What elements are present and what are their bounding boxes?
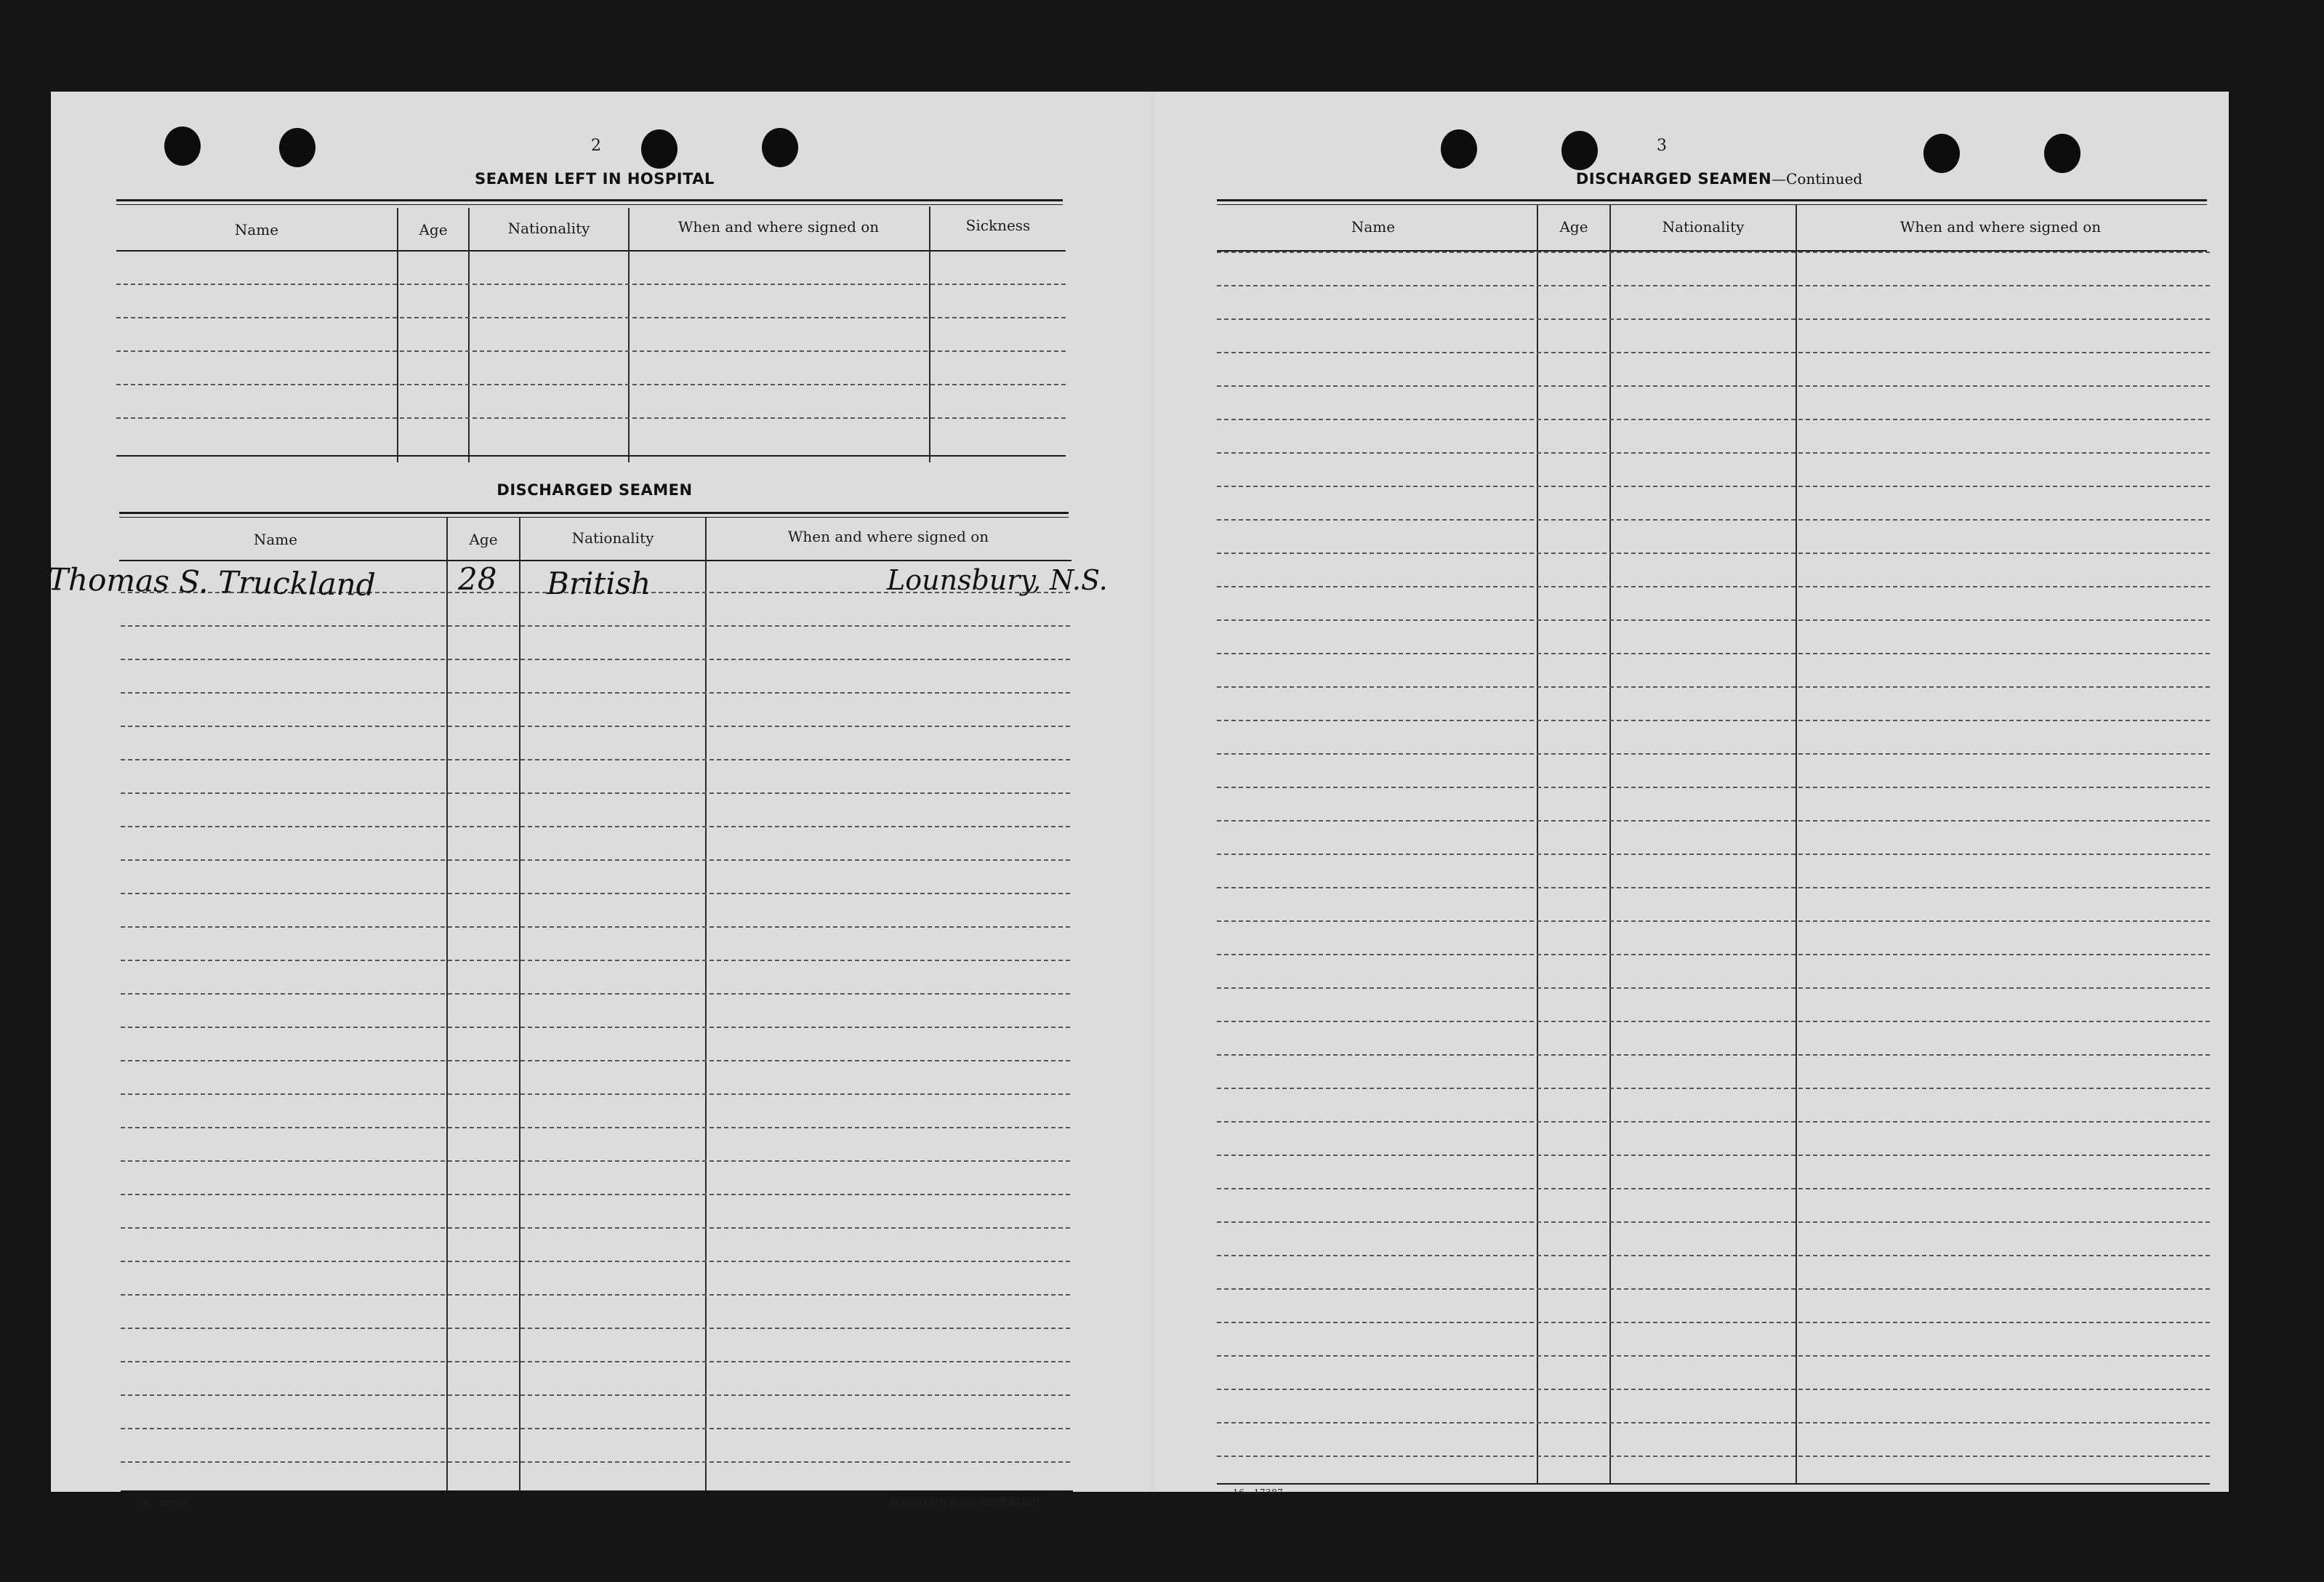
hospital-header-rule	[116, 250, 1066, 252]
ruled-row-line	[1217, 1322, 2210, 1323]
discharged-header-rule	[119, 560, 1071, 561]
ruled-row-line	[1217, 1021, 2210, 1022]
ruled-row-line	[121, 960, 1070, 961]
ruled-row-line	[1217, 1422, 2210, 1424]
form-code-left: 16—17387	[138, 1499, 189, 1509]
discharged-col-name: Name	[253, 531, 298, 548]
ruled-row-line	[121, 759, 1070, 760]
hospital-col-divider	[468, 208, 470, 462]
discharged-col-divider	[705, 518, 707, 1492]
discharged-table-top-rule	[119, 512, 1069, 518]
discharged-section-title: DISCHARGED SEAMEN	[496, 481, 693, 499]
ruled-row-line	[121, 1027, 1070, 1028]
punch-hole	[641, 129, 678, 169]
ruled-row-line	[1217, 285, 2210, 286]
ruled-row-line	[121, 1093, 1070, 1095]
entry-age: 28	[458, 561, 497, 597]
hospital-col-age: Age	[419, 221, 448, 238]
right-col-divider	[1609, 205, 1611, 1483]
hospital-col-name: Name	[234, 221, 279, 238]
punch-hole	[1923, 134, 1960, 173]
ruled-row-line	[1217, 787, 2210, 788]
ruled-row-line	[121, 1194, 1070, 1195]
ruled-row-line	[1217, 686, 2210, 688]
ruled-row-line	[1217, 1054, 2210, 1056]
hospital-row-line	[116, 350, 1066, 352]
ruled-row-line	[121, 926, 1070, 928]
ruled-row-line	[1217, 318, 2210, 320]
ruled-row-line	[121, 692, 1070, 694]
ruled-row-line	[121, 826, 1070, 827]
right-col-divider	[1796, 205, 1797, 1483]
ruled-row-line	[1217, 854, 2210, 855]
ruled-row-line	[1217, 519, 2210, 521]
ruled-row-line	[121, 792, 1070, 794]
ruled-row-line	[1217, 252, 2210, 253]
ruled-row-line	[1217, 385, 2210, 387]
ruled-row-line	[121, 1328, 1070, 1329]
ruled-row-line	[1217, 419, 2210, 420]
right-col-signed-on: When and where signed on	[1899, 218, 2102, 236]
ruled-row-line	[1217, 352, 2210, 353]
discharged-col-nationality: Nationality	[571, 529, 654, 547]
right-section-title	[1214, 170, 2224, 188]
ruled-row-line	[1217, 486, 2210, 487]
ruled-row-line	[121, 1394, 1070, 1396]
ruled-row-line	[121, 726, 1070, 727]
hospital-row-line	[116, 384, 1066, 385]
ruled-row-line	[1217, 1455, 2210, 1457]
ruled-row-line	[121, 1294, 1070, 1296]
ruled-row-line	[1217, 1188, 2210, 1189]
right-section-title-suffix: —Continued	[1772, 170, 1863, 188]
ruled-row-line	[1217, 1355, 2210, 1357]
ruled-row-line	[121, 625, 1070, 627]
hospital-bottom-rule	[116, 455, 1066, 457]
ruled-row-line	[1217, 1389, 2210, 1390]
ruled-row-line	[121, 1227, 1070, 1229]
punch-hole	[2044, 134, 2080, 173]
ruled-row-line	[1217, 1255, 2210, 1256]
ruled-row-line	[1217, 553, 2210, 554]
punch-hole	[1561, 131, 1598, 170]
ruled-row-line	[121, 859, 1070, 861]
entry-nationality: British	[547, 566, 651, 601]
discharged-col-divider	[519, 518, 520, 1492]
right-section-title-text: DISCHARGED SEAMEN	[1575, 170, 1772, 188]
right-table-top-rule	[1217, 199, 2207, 205]
ruled-row-line	[1217, 887, 2210, 888]
ruled-row-line	[121, 1361, 1070, 1362]
ruled-row-line	[1217, 586, 2210, 587]
hospital-col-nationality: Nationality	[507, 220, 590, 237]
page-number-right: 3	[1657, 137, 1667, 155]
ruled-row-line	[1217, 619, 2210, 621]
discharged-col-age: Age	[469, 531, 498, 548]
entry-name: Thomas S. Truckland	[47, 561, 377, 603]
ruled-row-line	[1217, 452, 2210, 454]
punch-hole	[164, 127, 201, 166]
ruled-row-line	[1217, 1288, 2210, 1290]
discharged-col-divider	[446, 518, 448, 1492]
entry-signed-on: Lounsbury, N.S.	[887, 564, 1108, 596]
continued-note: [CONTINUED ON NEXT PAGE]	[891, 1498, 1040, 1508]
discharged-col-signed-on: When and where signed on	[787, 528, 989, 545]
punch-hole	[1441, 129, 1477, 169]
hospital-col-signed-on: When and where signed on	[678, 218, 880, 236]
discharged-bottom-rule	[121, 1490, 1073, 1492]
ruled-row-line	[121, 1127, 1070, 1128]
ruled-row-line	[1217, 653, 2210, 654]
right-col-divider	[1537, 205, 1538, 1483]
ruled-row-line	[121, 993, 1070, 995]
form-code-right: 16—17387	[1233, 1487, 1284, 1498]
hospital-row-line	[116, 317, 1066, 318]
ruled-row-line	[121, 1428, 1070, 1429]
hospital-col-divider	[929, 206, 930, 462]
ruled-row-line	[1217, 820, 2210, 822]
page-number-left: 2	[591, 137, 601, 155]
hospital-col-divider	[397, 208, 398, 462]
ruled-row-line	[121, 1261, 1070, 1262]
right-bottom-rule	[1217, 1483, 2210, 1485]
right-col-name: Name	[1351, 218, 1396, 236]
ruled-row-line	[121, 1461, 1070, 1463]
ruled-row-line	[121, 1160, 1070, 1162]
ruled-row-line	[1217, 1121, 2210, 1123]
hospital-section-title: SEAMEN LEFT IN HOSPITAL	[475, 170, 715, 188]
punch-hole	[762, 128, 798, 167]
document-sheet	[47, 92, 2229, 1509]
punch-hole	[279, 128, 315, 167]
hospital-col-sickness: Sickness	[965, 217, 1031, 234]
ruled-row-line	[121, 1060, 1070, 1061]
ruled-row-line	[1217, 954, 2210, 955]
ruled-row-line	[121, 893, 1070, 894]
ruled-row-line	[1217, 987, 2210, 989]
center-fold	[1150, 92, 1154, 1492]
hospital-row-line	[116, 284, 1066, 285]
ruled-row-line	[1217, 1088, 2210, 1089]
ruled-row-line	[121, 659, 1070, 660]
ruled-row-line	[1217, 720, 2210, 721]
right-col-nationality: Nationality	[1662, 218, 1745, 236]
hospital-col-divider	[628, 208, 630, 462]
hospital-row-line	[116, 417, 1066, 419]
ruled-row-line	[1217, 753, 2210, 755]
hospital-table-top-rule	[116, 199, 1063, 205]
ruled-row-line	[1217, 920, 2210, 922]
ruled-row-line	[1217, 1221, 2210, 1223]
right-col-age: Age	[1559, 218, 1588, 236]
ruled-row-line	[1217, 1155, 2210, 1156]
